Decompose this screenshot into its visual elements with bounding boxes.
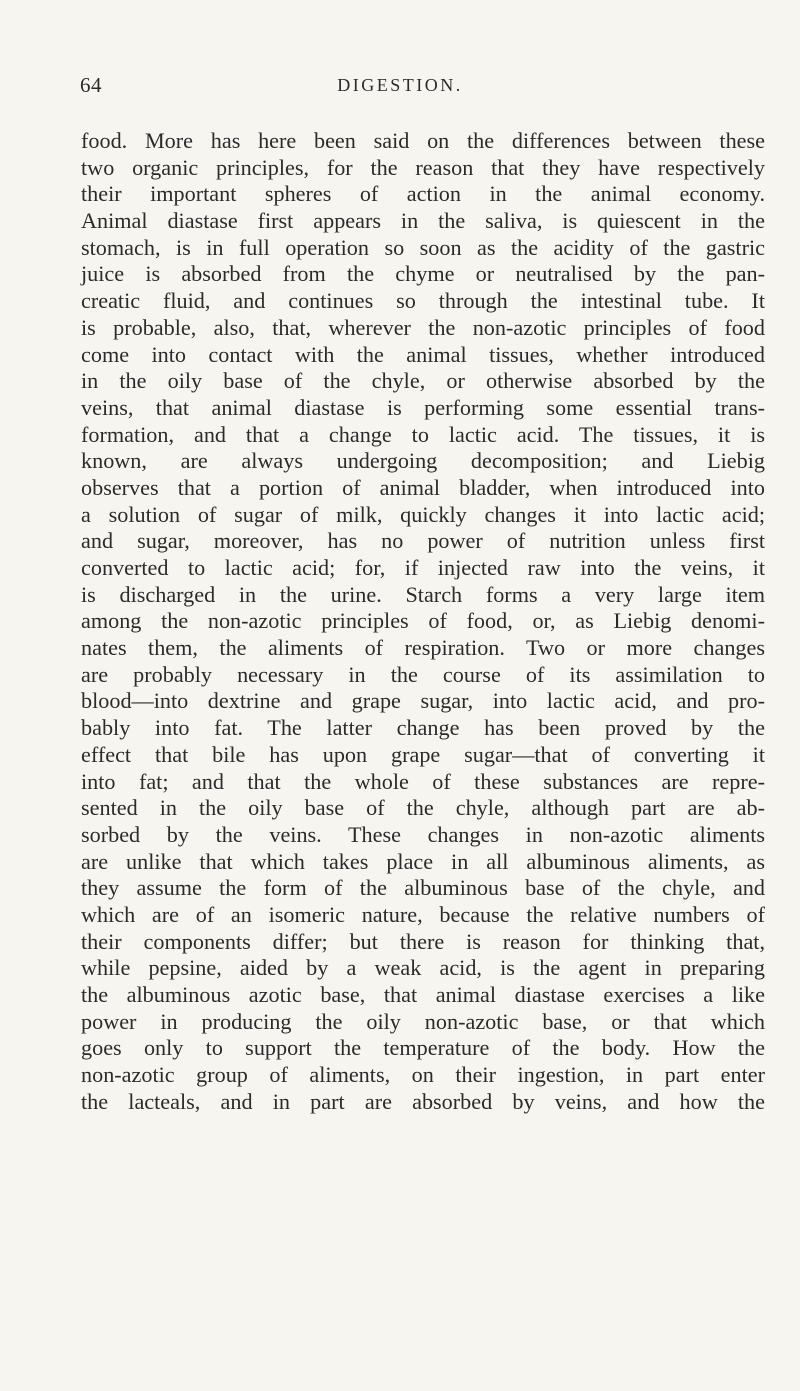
text-line: food. More has here been said on the differences between these [81, 128, 765, 153]
page-number: 64 [80, 73, 102, 97]
text-line: Animal diastase first appears in the saliva, is quiescent in the [81, 208, 765, 234]
running-header [0, 70, 800, 100]
text-line: converted to lactic acid; for, if injected raw into the veins, it [81, 555, 765, 580]
text-line: juice is absorbed from the chyme or neutralised by the pan- [81, 261, 765, 287]
text-line: blood—into dextrine and grape sugar, into lactic acid, and pro- [81, 688, 765, 714]
text-line: stomach, is in full operation so soon as the acidity of the gastric [81, 234, 765, 260]
text-line: nates them, the aliments of respiration. Two or more changes [81, 635, 765, 661]
text-line: bably into fat. The latter change has been proved by the [81, 715, 765, 741]
text-line: power in producing the oily non-azotic base, or that which [81, 1008, 765, 1034]
text-line: and sugar, moreover, has no power of nutrition unless first [81, 528, 765, 554]
text-line: creatic fluid, and continues so through the intestinal tube. It [81, 288, 765, 314]
text-line: are unlike that which takes place in all albuminous aliments, as [81, 848, 765, 874]
text-line: the albuminous azotic base, that animal diastase exercises a like [81, 982, 765, 1007]
text-line: are probably necessary in the course of its assimilation to [81, 661, 765, 687]
text-line: while pepsine, aided by a weak acid, is the agent in preparing [81, 955, 765, 981]
text-line: a solution of sugar of milk, quickly changes it into lactic acid; [81, 501, 765, 527]
text-line: veins, that animal diastase is performing some essential trans- [81, 394, 765, 420]
text-line: is probable, also, that, wherever the non-azotic principles of food [81, 314, 765, 340]
text-line: effect that bile has upon grape sugar—that of converting it [81, 741, 765, 767]
body-paragraph [81, 128, 765, 1115]
text-line: they assume the form of the albuminous base of the chyle, and [81, 875, 765, 901]
text-line: formation, and that a change to lactic acid. The tissues, it is [81, 421, 765, 447]
text-line: two organic principles, for the reason that they have respectively [81, 154, 765, 180]
text-line: among the non-azotic principles of food, or, as Liebig denomi- [81, 608, 765, 634]
text-line: into fat; and that the whole of these substances are repre- [81, 768, 765, 794]
running-title: DIGESTION. [337, 75, 463, 95]
text-line: which are of an isomeric nature, because the relative numbers of [81, 901, 765, 927]
text-line: goes only to support the temperature of the body. How the [81, 1035, 765, 1061]
text-line: their components differ; but there is reason for thinking that, [81, 928, 765, 954]
text-line: their important spheres of action in the animal economy. [81, 181, 765, 207]
text-line: sorbed by the veins. These changes in non-azotic aliments [81, 821, 765, 847]
text-line: in the oily base of the chyle, or otherwise absorbed by the [81, 368, 765, 394]
text-line: is discharged in the urine. Starch forms a very large item [81, 581, 765, 607]
text-line: known, are always undergoing decomposition; and Liebig [81, 448, 765, 474]
text-line: sented in the oily base of the chyle, although part are ab- [81, 795, 765, 821]
text-line: non-azotic group of aliments, on their ingestion, in part enter [81, 1062, 765, 1088]
text-line: come into contact with the animal tissues, whether introduced [81, 341, 765, 367]
text-line: the lacteals, and in part are absorbed by veins, and how the [81, 1088, 765, 1114]
text-line: observes that a portion of animal bladder, when introduced into [81, 474, 765, 500]
